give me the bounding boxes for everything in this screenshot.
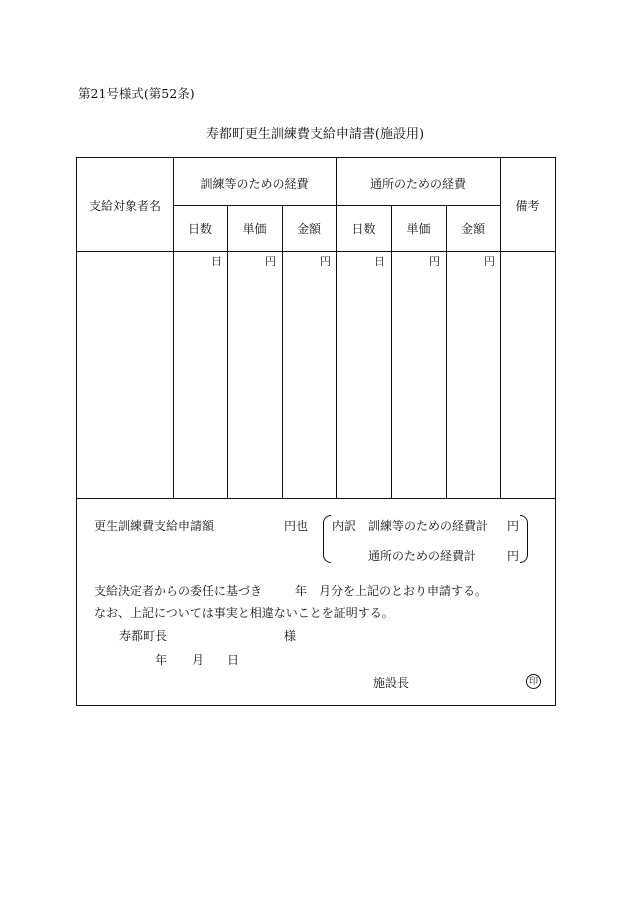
- breakdown-right-brace: [520, 515, 528, 563]
- col-line: [446, 205, 447, 498]
- breakdown-label: 内訳: [332, 519, 357, 533]
- date-month: 月: [192, 653, 205, 667]
- facility-head-label: 施設長: [373, 676, 410, 690]
- unit-day-label: 日: [211, 255, 222, 268]
- remarks-header: 備考: [515, 199, 540, 213]
- form-number: 第21号様式(第52条): [78, 86, 195, 101]
- breakdown-left-brace: [323, 515, 331, 563]
- header-bottom-line: [77, 251, 555, 252]
- header-divider: [173, 205, 501, 206]
- col-line: [282, 205, 283, 498]
- training-total-label: 訓練等のための経費計: [368, 519, 489, 533]
- unit-day-label: 日: [374, 255, 385, 268]
- col-line: [336, 158, 337, 498]
- commute-expense-header: 通所のための経費: [369, 177, 466, 191]
- col-line: [227, 205, 228, 498]
- training-amount-header: 金額: [296, 222, 321, 236]
- application-table: [76, 157, 556, 706]
- unit-yen-label: 円: [484, 255, 495, 268]
- commute-amount-header: 金額: [460, 222, 485, 236]
- commute-days-header: 日数: [351, 222, 376, 236]
- statement-year: 年: [295, 584, 308, 598]
- training-days-header: 日数: [187, 222, 212, 236]
- training-total-yen: 円: [507, 519, 520, 533]
- date-day: 日: [227, 653, 240, 667]
- statement-line1-end: 月分を上記のとおり申請する。: [319, 584, 488, 598]
- statement-line1-start: 支給決定者からの委任に基づき: [94, 584, 263, 598]
- recipient-name-header: 支給対象者名: [88, 199, 161, 213]
- training-expense-header: 訓練等のための経費: [200, 177, 309, 191]
- seal-mark: 印: [526, 674, 541, 689]
- unit-yen-label: 円: [429, 255, 440, 268]
- addressee: 寿都町長: [119, 629, 168, 643]
- unit-yen-label: 円: [265, 255, 276, 268]
- honorific: 様: [284, 629, 297, 643]
- commute-unit-price-header: 単価: [406, 222, 431, 236]
- amount-suffix: 円也: [284, 519, 309, 533]
- statement-line2: なお、上記については事実と相違ないことを証明する。: [94, 606, 394, 620]
- col-line: [391, 205, 392, 498]
- col-line: [173, 158, 174, 498]
- commute-total-yen: 円: [507, 549, 520, 563]
- commute-total-label: 通所のための経費計: [368, 549, 477, 563]
- document-title: 寿都町更生訓練費支給申請書(施設用): [205, 127, 425, 142]
- date-year: 年: [155, 653, 168, 667]
- training-unit-price-header: 単価: [242, 222, 267, 236]
- body-bottom-line: [77, 498, 555, 499]
- application-amount-label: 更生訓練費支給申請額: [94, 519, 215, 533]
- unit-yen-label: 円: [320, 255, 331, 268]
